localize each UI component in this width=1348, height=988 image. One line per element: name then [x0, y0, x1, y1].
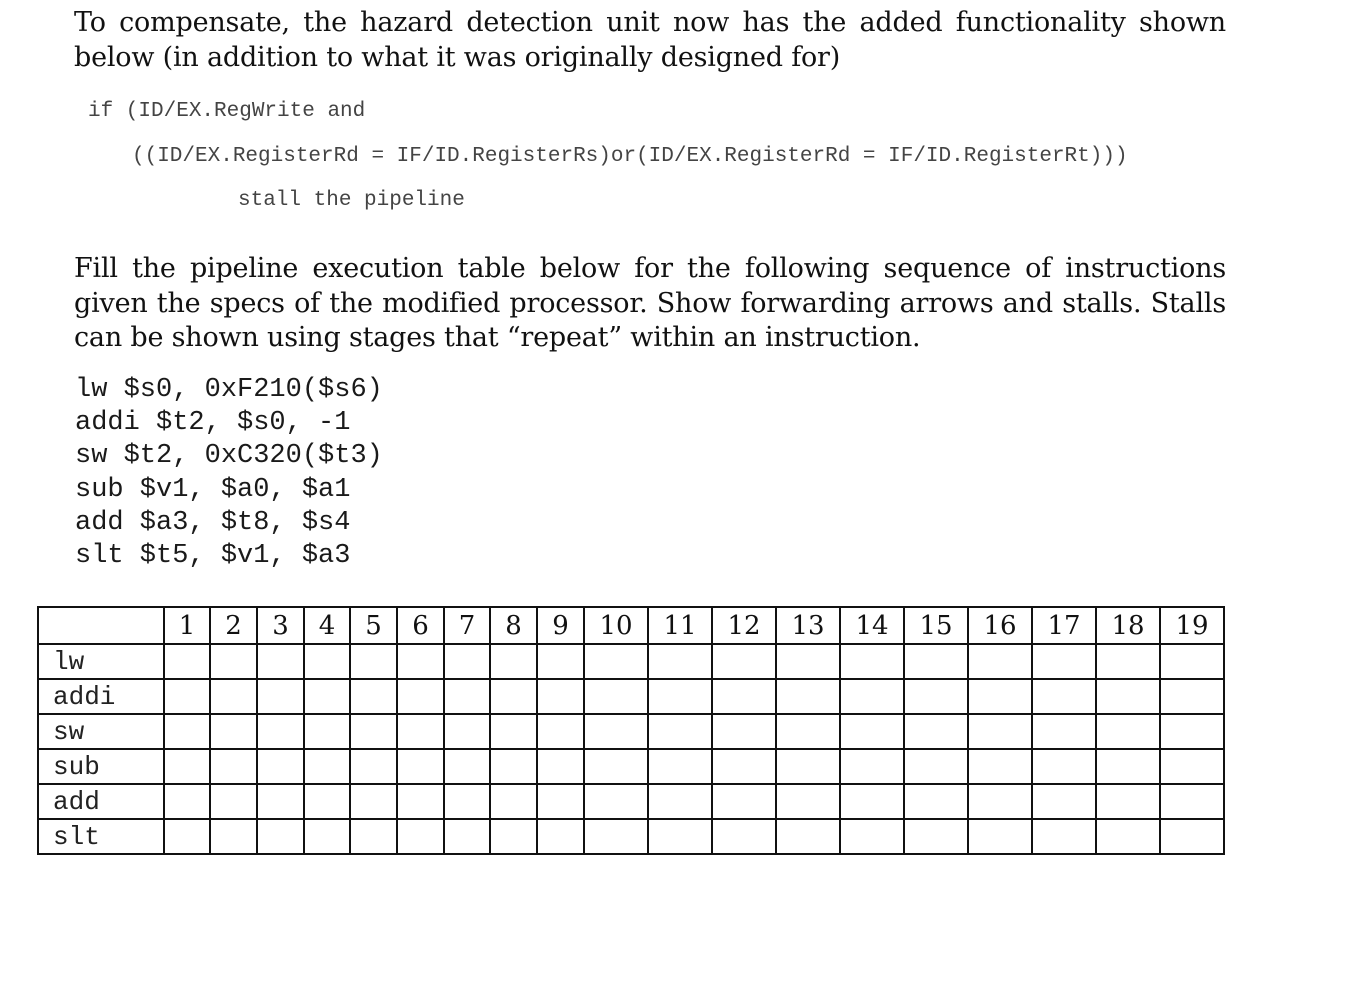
stage-cell[interactable] [350, 784, 397, 819]
table-row [38, 644, 1224, 679]
stage-cell[interactable] [712, 819, 776, 854]
cycle-header: 3 [257, 607, 304, 644]
stage-cell[interactable] [1096, 714, 1160, 749]
stage-cell[interactable] [840, 644, 904, 679]
stage-cell[interactable] [210, 644, 257, 679]
instruction-line: addi $t2, $s0, -1 [75, 408, 351, 439]
cycle-header: 8 [490, 607, 537, 644]
stage-cell[interactable] [776, 749, 840, 784]
row-label: sub [38, 749, 164, 784]
stage-cell[interactable] [537, 714, 584, 749]
stage-cell[interactable] [490, 819, 537, 854]
stage-cell[interactable] [648, 679, 712, 714]
stage-cell[interactable] [1160, 714, 1224, 749]
stage-cell[interactable] [584, 679, 648, 714]
stage-cell[interactable] [210, 749, 257, 784]
cycle-header: 14 [840, 607, 904, 644]
stage-cell[interactable] [712, 784, 776, 819]
table-row [38, 714, 1224, 749]
stage-cell[interactable] [1096, 819, 1160, 854]
stage-cell[interactable] [712, 644, 776, 679]
stage-cell[interactable] [1096, 679, 1160, 714]
question-paragraph: Fill the pipeline execution table below for the following sequence of instructions given the specs of the modified processor. Show forwarding arrows and stalls. Stalls can be shown using stages that “repeat” within an instruction. [74, 253, 1226, 353]
stage-cell[interactable] [490, 714, 537, 749]
stage-cell[interactable] [904, 749, 968, 784]
stage-cell[interactable] [1032, 714, 1096, 749]
stage-cell[interactable] [350, 819, 397, 854]
cycle-header: 17 [1032, 607, 1096, 644]
pseudocode-line-3: stall the pipeline [238, 189, 465, 212]
stage-cell[interactable] [490, 644, 537, 679]
table-row [38, 784, 1224, 819]
stage-cell[interactable] [164, 714, 210, 749]
cycle-header: 4 [304, 607, 350, 644]
stage-cell[interactable] [490, 749, 537, 784]
stage-cell[interactable] [257, 679, 304, 714]
stage-cell[interactable] [537, 644, 584, 679]
cycle-header: 13 [776, 607, 840, 644]
pseudocode-line-2: ((ID/EX.RegisterRd = IF/ID.RegisterRs)or(ID/EX.RegisterRd = IF/ID.RegisterRt))) [132, 145, 1128, 168]
stage-cell[interactable] [444, 784, 490, 819]
stage-cell[interactable] [257, 749, 304, 784]
stage-cell[interactable] [712, 749, 776, 784]
cycle-header: 15 [904, 607, 968, 644]
cycle-header: 7 [444, 607, 490, 644]
stage-cell[interactable] [904, 784, 968, 819]
instruction-list [75, 374, 383, 573]
stage-cell[interactable] [257, 819, 304, 854]
stage-cell[interactable] [444, 644, 490, 679]
stage-cell[interactable] [840, 749, 904, 784]
stage-cell[interactable] [350, 644, 397, 679]
stage-cell[interactable] [210, 679, 257, 714]
stage-cell[interactable] [537, 679, 584, 714]
stage-cell[interactable] [257, 784, 304, 819]
stage-cell[interactable] [444, 749, 490, 784]
stage-cell[interactable] [776, 644, 840, 679]
stage-cell[interactable] [776, 714, 840, 749]
stage-cell[interactable] [712, 714, 776, 749]
stage-cell[interactable] [210, 784, 257, 819]
stage-cell[interactable] [350, 714, 397, 749]
stage-cell[interactable] [1160, 644, 1224, 679]
instruction-line: add $a3, $t8, $s4 [75, 507, 351, 538]
stage-cell[interactable] [210, 819, 257, 854]
stage-cell[interactable] [648, 749, 712, 784]
instruction-line: sw $t2, 0xC320($t3) [75, 441, 383, 472]
stage-cell[interactable] [1032, 644, 1096, 679]
stage-cell[interactable] [210, 714, 257, 749]
cycle-header: 19 [1160, 607, 1224, 644]
cycle-header: 12 [712, 607, 776, 644]
stage-cell[interactable] [397, 714, 444, 749]
instruction-line: lw $s0, 0xF210($s6) [75, 375, 383, 405]
stage-cell[interactable] [1032, 819, 1096, 854]
stage-cell[interactable] [968, 749, 1032, 784]
stage-cell[interactable] [968, 679, 1032, 714]
row-label: addi [38, 679, 164, 714]
stage-cell[interactable] [164, 819, 210, 854]
stage-cell[interactable] [397, 749, 444, 784]
stage-cell[interactable] [584, 784, 648, 819]
stage-cell[interactable] [257, 714, 304, 749]
stage-cell[interactable] [712, 679, 776, 714]
cycle-header: 16 [968, 607, 1032, 644]
stage-cell[interactable] [304, 644, 350, 679]
stage-cell[interactable] [304, 714, 350, 749]
stage-cell[interactable] [776, 819, 840, 854]
stage-cell[interactable] [584, 749, 648, 784]
stage-cell[interactable] [397, 679, 444, 714]
stage-cell[interactable] [1160, 819, 1224, 854]
stage-cell[interactable] [968, 784, 1032, 819]
stage-cell[interactable] [840, 819, 904, 854]
stage-cell[interactable] [304, 749, 350, 784]
stage-cell[interactable] [968, 819, 1032, 854]
stage-cell[interactable] [840, 679, 904, 714]
stage-cell[interactable] [304, 819, 350, 854]
stage-cell[interactable] [164, 749, 210, 784]
stage-cell[interactable] [537, 819, 584, 854]
stage-cell[interactable] [904, 679, 968, 714]
cycle-header: 2 [210, 607, 257, 644]
stage-cell[interactable] [444, 679, 490, 714]
stage-cell[interactable] [490, 784, 537, 819]
stage-cell[interactable] [776, 784, 840, 819]
stage-cell[interactable] [444, 819, 490, 854]
stage-cell[interactable] [840, 714, 904, 749]
stage-cell[interactable] [1096, 644, 1160, 679]
stage-cell[interactable] [648, 714, 712, 749]
stage-cell[interactable] [350, 679, 397, 714]
cycle-header: 18 [1096, 607, 1160, 644]
table-row [38, 679, 1224, 714]
corner-cell [38, 607, 164, 644]
cycle-header: 11 [648, 607, 712, 644]
stage-cell[interactable] [840, 784, 904, 819]
stage-cell[interactable] [164, 784, 210, 819]
stage-cell[interactable] [537, 749, 584, 784]
stage-cell[interactable] [304, 679, 350, 714]
stage-cell[interactable] [1032, 784, 1096, 819]
cycle-header: 1 [164, 607, 210, 644]
stage-cell[interactable] [968, 644, 1032, 679]
table-row [38, 749, 1224, 784]
stage-cell[interactable] [968, 714, 1032, 749]
stage-cell[interactable] [304, 784, 350, 819]
stage-cell[interactable] [350, 749, 397, 784]
stage-cell[interactable] [584, 819, 648, 854]
stage-cell[interactable] [1096, 749, 1160, 784]
stage-cell[interactable] [584, 644, 648, 679]
row-label: add [38, 784, 164, 819]
stage-cell[interactable] [537, 784, 584, 819]
stage-cell[interactable] [397, 644, 444, 679]
stage-cell[interactable] [1160, 784, 1224, 819]
cycle-header: 6 [397, 607, 444, 644]
stage-cell[interactable] [1160, 749, 1224, 784]
stage-cell[interactable] [397, 784, 444, 819]
intro-paragraph: To compensate, the hazard detection unit now has the added functionality shown below (in addition to what it was originally designed for) [74, 7, 1226, 73]
stage-cell[interactable] [164, 644, 210, 679]
row-label: slt [38, 819, 164, 854]
pseudocode-line-1: if (ID/EX.RegWrite and [88, 100, 366, 123]
instruction-line: slt $t5, $v1, $a3 [75, 541, 351, 572]
table-row [38, 819, 1224, 854]
instruction-line: sub $v1, $a0, $a1 [75, 474, 351, 505]
pipeline-table [37, 606, 1225, 855]
stage-cell[interactable] [1032, 749, 1096, 784]
stage-cell[interactable] [648, 644, 712, 679]
stage-cell[interactable] [257, 644, 304, 679]
row-label: lw [38, 644, 164, 679]
cycle-header: 5 [350, 607, 397, 644]
stage-cell[interactable] [1096, 784, 1160, 819]
stage-cell[interactable] [1032, 679, 1096, 714]
stage-cell[interactable] [904, 644, 968, 679]
stage-cell[interactable] [164, 679, 210, 714]
cycle-header: 10 [584, 607, 648, 644]
stage-cell[interactable] [490, 679, 537, 714]
stage-cell[interactable] [648, 819, 712, 854]
stage-cell[interactable] [444, 714, 490, 749]
stage-cell[interactable] [776, 679, 840, 714]
stage-cell[interactable] [397, 819, 444, 854]
cycle-header: 9 [537, 607, 584, 644]
stage-cell[interactable] [904, 819, 968, 854]
row-label: sw [38, 714, 164, 749]
stage-cell[interactable] [904, 714, 968, 749]
stage-cell[interactable] [584, 714, 648, 749]
stage-cell[interactable] [1160, 679, 1224, 714]
stage-cell[interactable] [648, 784, 712, 819]
